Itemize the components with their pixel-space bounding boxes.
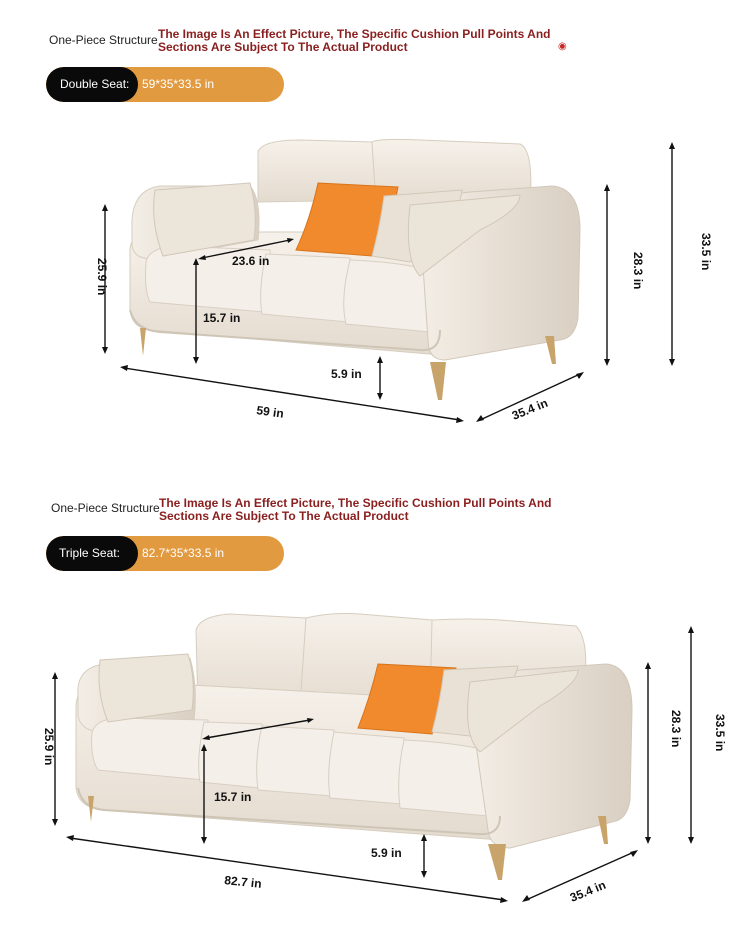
- width-label: 59 in: [255, 403, 285, 421]
- triple-seat-panel: [0, 470, 750, 940]
- left-pillow: [99, 654, 193, 722]
- lip-icon: ◉: [558, 41, 567, 52]
- width-label: 82.7 in: [223, 873, 263, 891]
- overall-dimensions: 82.7*35*33.5 in: [142, 546, 225, 560]
- sofa-body: [130, 139, 580, 400]
- depth-label: 35.4 in: [567, 877, 608, 905]
- leg-height-label: 5.9 in: [331, 367, 362, 381]
- seat-depth-label: 23.6 in: [232, 254, 270, 268]
- disclaimer-notice: The Image Is An Effect Picture, The Specific Cushion Pull Points And Sections Are Subject To The Actual Product: [158, 27, 551, 54]
- overall-dimensions: 59*35*33.5 in: [142, 77, 215, 91]
- structure-label: One-Piece Structure: [49, 33, 158, 47]
- seat-height-label: 15.7 in: [214, 790, 252, 804]
- total-height-label: 33.5 in: [713, 714, 727, 752]
- triple-sofa-illustration: [0, 470, 750, 940]
- depth-label: 35.4 in: [509, 395, 550, 423]
- seat-type-label: Double Seat:: [46, 67, 138, 102]
- structure-label: One-Piece Structure: [51, 501, 160, 515]
- disclaimer-notice: The Image Is An Effect Picture, The Specific Cushion Pull Points And Sections Are Subject To The Actual Product: [159, 496, 552, 523]
- sofa-body: [76, 614, 632, 881]
- arm-height-label: 25.9 in: [95, 258, 109, 296]
- back-height-label: 28.3 in: [669, 710, 683, 748]
- double-sofa-illustration: [0, 0, 750, 470]
- seat-type-label: Triple Seat:: [46, 536, 138, 571]
- total-height-label: 33.5 in: [699, 233, 713, 271]
- back-height-label: 28.3 in: [631, 252, 645, 290]
- seat-height-label: 15.7 in: [203, 311, 241, 325]
- arm-height-label: 25.9 in: [42, 728, 56, 766]
- leg-height-label: 5.9 in: [371, 846, 402, 860]
- double-seat-panel: [0, 0, 750, 470]
